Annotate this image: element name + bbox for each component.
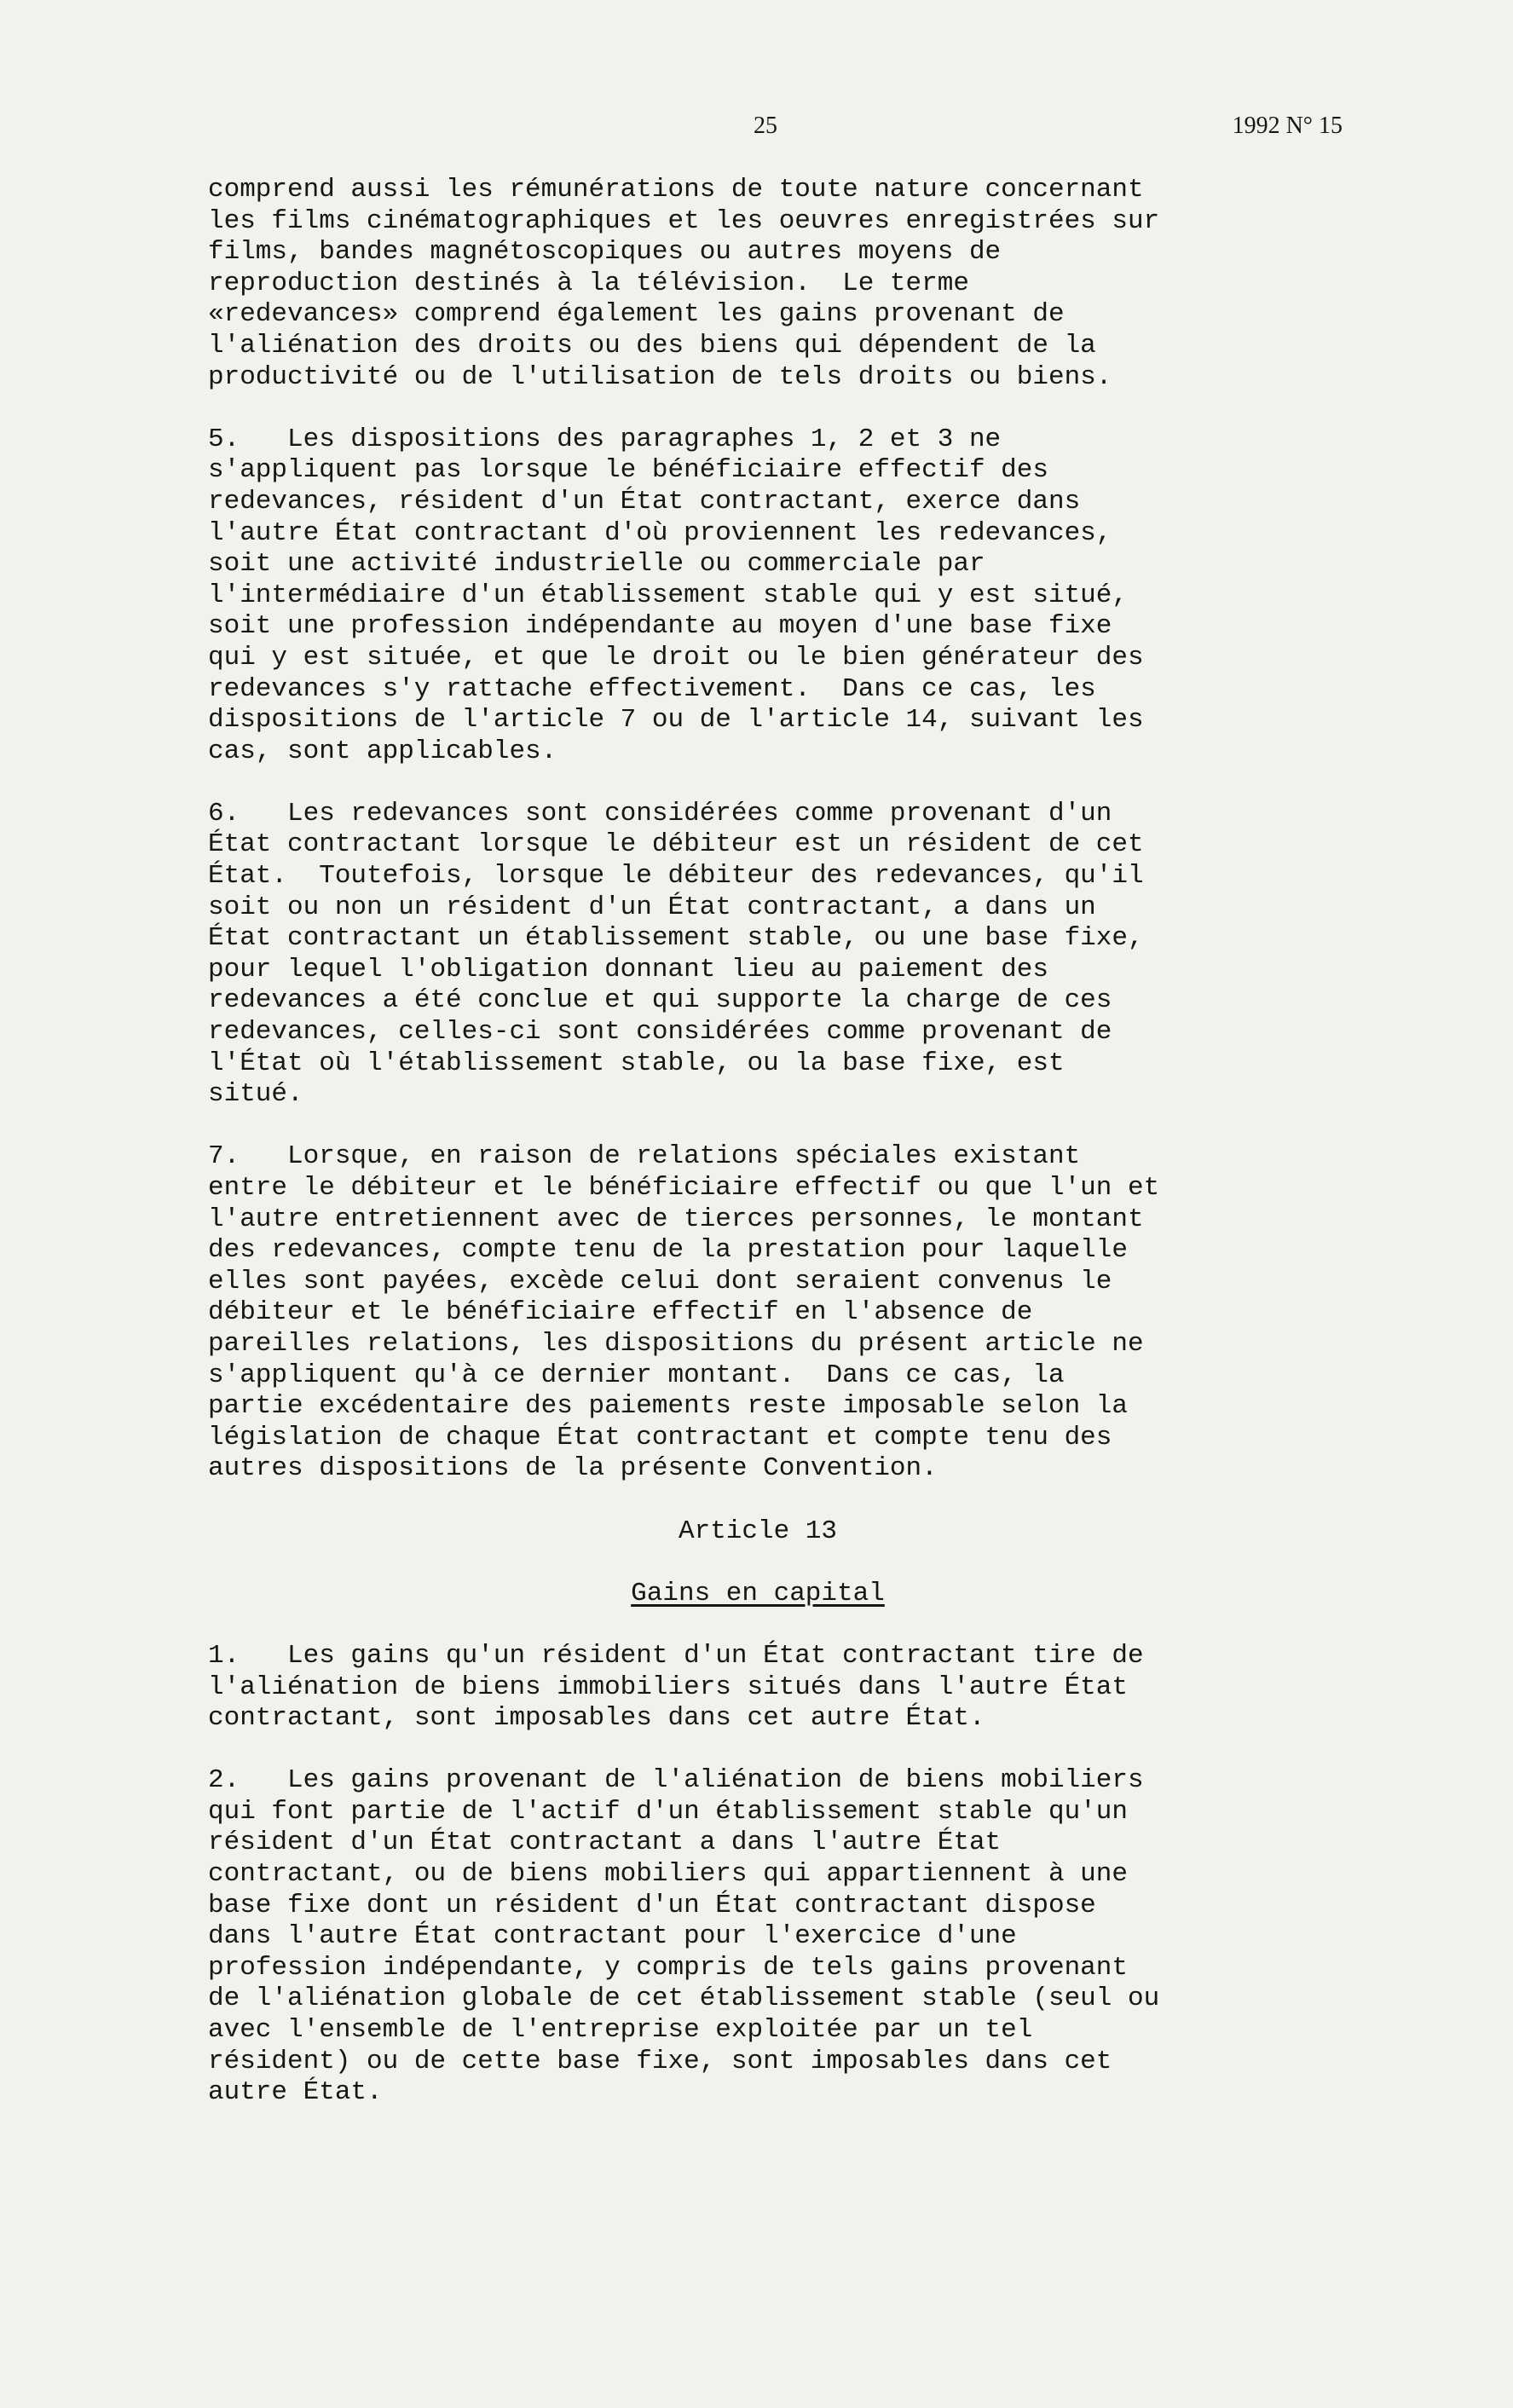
article-heading: Article 13 bbox=[678, 1516, 838, 1546]
issue-number: 1992 N° 15 bbox=[1232, 113, 1343, 139]
page-number: 25 bbox=[754, 113, 777, 139]
paragraph-6: 6. Les redevances sont considérées comme provenant d'un État contractant lorsque le débiteur est un résident de cet État. Toutefois, lorsque le débiteur des redevances, qu'il soit ou non un résident d'un État contractant, a dans un État contractant un établissement stable, ou une base fixe, pour lequel l'obligation donnant lieu au paiement des redevances a été conclue et qui supporte la charge de ces redevances, celles-ci sont considérées comme provenant de l'État où l'établissement stable, ou la base fixe, est situé. bbox=[208, 798, 1144, 1110]
page-header bbox=[0, 113, 1513, 147]
article-13-paragraph-2: 2. Les gains provenant de l'aliénation de biens mobiliers qui font partie de l'actif d'un établissement stable qu'un résident d'un État contractant a dans l'autre État contractant, ou de biens mobiliers qui appartiennent à une base fixe dont un résident d'un État contractant dispose dans l'autre État contractant pour l'exercice d'une profession indépendante, y compris de tels gains provenant de l'aliénation globale de cet établissement stable (seul ou avec l'ensemble de l'entreprise exploitée par un tel résident) ou de cette base fixe, sont imposables dans cet autre État. bbox=[208, 1765, 1160, 2108]
article-title: Gains en capital bbox=[631, 1578, 885, 1608]
article-13-paragraph-1: 1. Les gains qu'un résident d'un État contractant tire de l'aliénation de biens immobiliers situés dans l'autre État contractant, sont imposables dans cet autre État. bbox=[208, 1640, 1144, 1734]
paragraph-5: 5. Les dispositions des paragraphes 1, 2 et 3 ne s'appliquent pas lorsque le bénéficiaire effectif des redevances, résident d'un État contractant, exerce dans l'autre État contractant d'où proviennent les redevances, soit une activité industrielle ou commerciale par l'intermédiaire d'un établissement stable qui y est situé, soit une profession indépendante au moyen d'une base fixe qui y est située, et que le droit ou le bien générateur des redevances s'y rattache effectivement. Dans ce cas, les dispositions de l'article 7 ou de l'article 14, suivant les cas, sont applicables. bbox=[208, 424, 1144, 766]
document-body bbox=[208, 175, 1359, 2139]
paragraph-7: 7. Lorsque, en raison de relations spéciales existant entre le débiteur et le bénéficiaire effectif ou que l'un et l'autre entretiennent avec de tierces personnes, le montant des redevances, compte tenu de la prestation pour laquelle elles sont payées, excède celui dont seraient convenus le débiteur et le bénéficiaire effectif en l'absence de pareilles relations, les dispositions du présent article ne s'appliquent qu'à ce dernier montant. Dans ce cas, la partie excédentaire des paiements reste imposable selon la législation de chaque État contractant et compte tenu des autres dispositions de la présente Convention. bbox=[208, 1141, 1160, 1484]
paragraph-royalties-definition-continued: comprend aussi les rémunérations de toute nature concernant les films cinématographiques et les oeuvres enregistrées sur films, bandes magnétoscopiques ou autres moyens de reproduction destinés à la télévision. Le terme «redevances» comprend également les gains provenant de l'aliénation des droits ou des biens qui dépendent de la productivité ou de l'utilisation de tels droits ou biens. bbox=[208, 175, 1160, 392]
